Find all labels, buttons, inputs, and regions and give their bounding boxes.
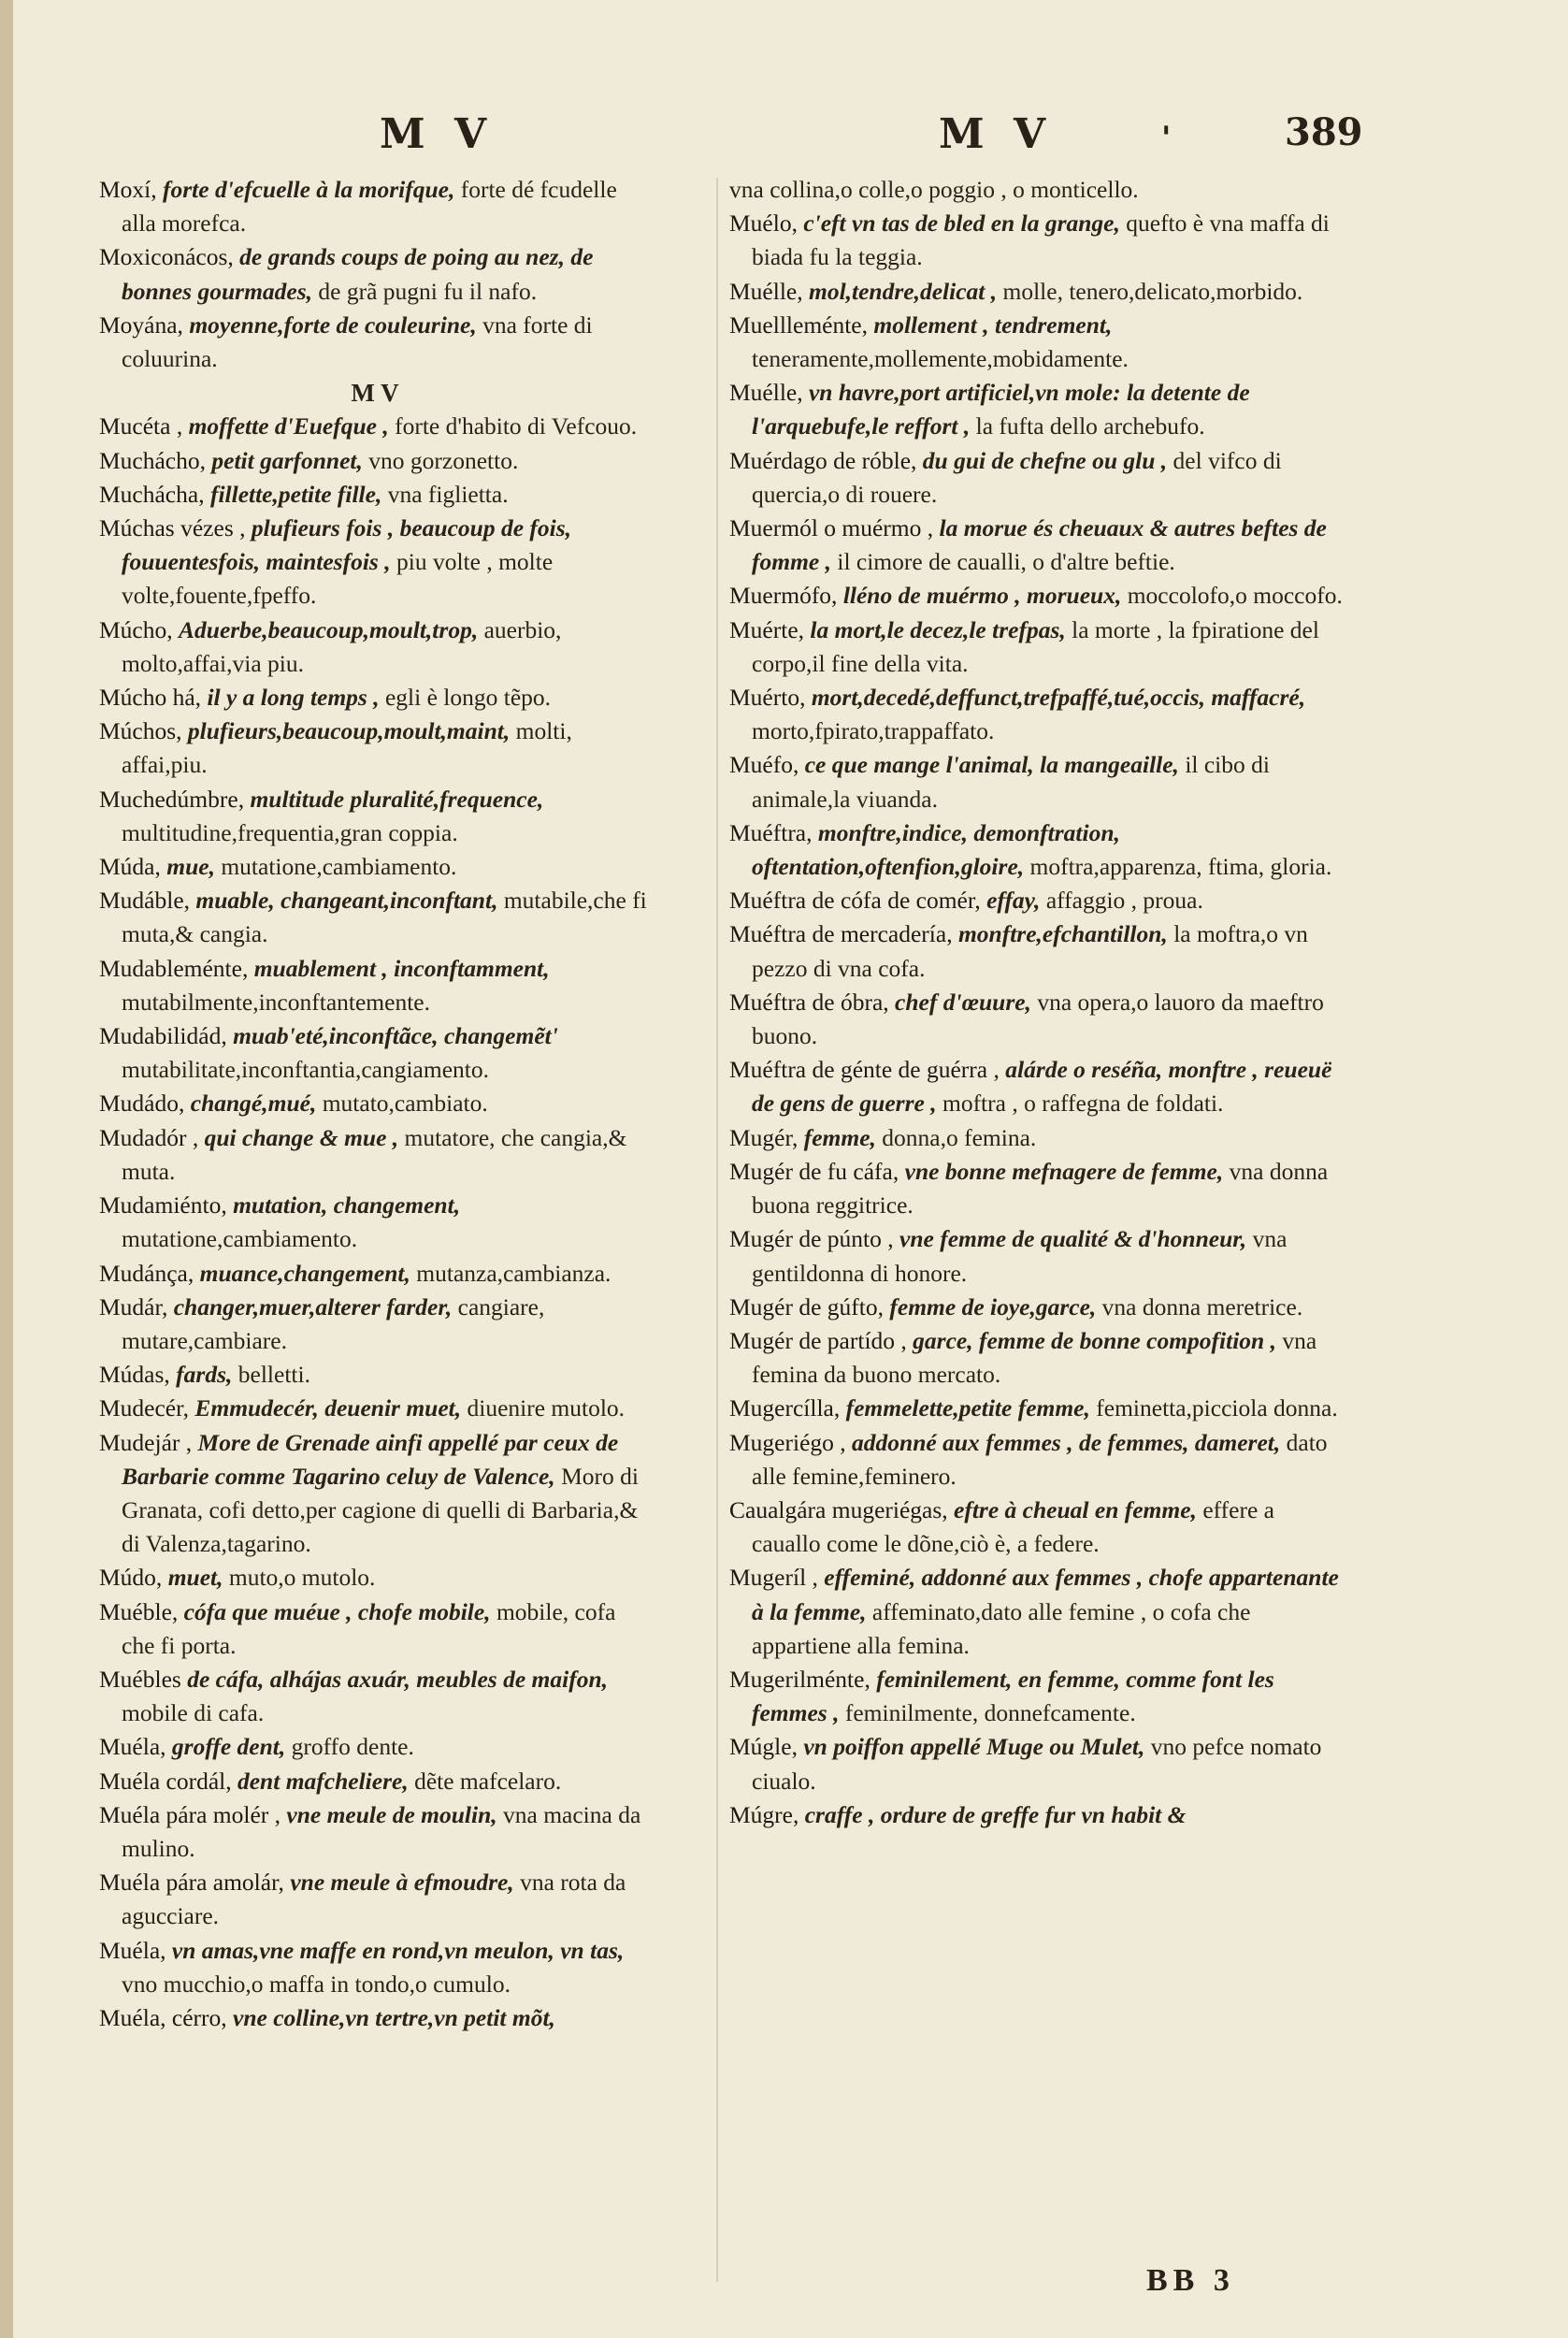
entry-french: changer,muer,alterer farder,: [173, 1292, 453, 1321]
entry-french: vne femme de qualité & d'honneur,: [899, 1225, 1247, 1253]
entry-headword: Moxiconácos,: [99, 243, 234, 271]
entry-headword: Muélo,: [729, 209, 798, 238]
entry-french: la morue és cheuaux & autres beftes de fomme ,: [752, 514, 1327, 576]
entry-french: dent mafcheliere,: [237, 1767, 409, 1795]
entry-french: mue,: [166, 853, 215, 881]
entry-italian: il cibo di animale,la viuanda.: [752, 751, 1270, 813]
entry-french: la mort,le decez,le trefpas,: [810, 615, 1066, 643]
dictionary-entry: [99, 173, 651, 240]
dictionary-entry: [729, 1561, 1346, 1663]
entry-italian: vna opera,o lauoro da maeftro buono.: [752, 988, 1324, 1050]
entry-headword: Mudecér,: [99, 1394, 189, 1422]
dictionary-entry: [99, 1257, 651, 1291]
entry-headword: Múdas,: [99, 1361, 170, 1389]
dictionary-entry: [99, 1595, 651, 1663]
entry-french: vn amas,vne maffe en rond,vn meulon, vn tas,: [171, 1936, 625, 1964]
entry-italian: affaggio , proua.: [1045, 887, 1203, 915]
entry-italian: vna macina da mulino.: [122, 1800, 641, 1862]
dictionary-entry: [99, 1392, 651, 1425]
entry-french: muable, changeant,inconftant,: [195, 887, 498, 915]
entry-italian: la moftra,o vn pezzo di vna cofa.: [752, 920, 1308, 982]
entry-french: effay,: [986, 887, 1041, 915]
entry-italian: moccolofo,o moccofo.: [1127, 582, 1343, 610]
entry-french: mollement , tendrement,: [873, 310, 1113, 339]
entry-french: muab'eté,inconftãce, changemẽt': [233, 1022, 558, 1050]
entry-french: multitude pluralité,frequence,: [250, 785, 544, 813]
entry-french: fards,: [176, 1361, 233, 1389]
column-divider: [716, 178, 718, 2282]
entry-italian: egli è longo tẽpo.: [384, 684, 552, 712]
entry-french: vne meule de moulin,: [286, 1800, 497, 1828]
entry-headword: Muermól o muérmo ,: [729, 514, 934, 542]
entry-italian: cangiare, mutare,cambiare.: [122, 1292, 545, 1354]
entry-italian: feminilmente, donnefcamente.: [844, 1699, 1136, 1727]
dictionary-entry: [729, 816, 1346, 884]
entry-headword: Muérdago de róble,: [729, 446, 917, 474]
entry-headword: Muélle,: [729, 379, 803, 407]
dictionary-entry: [99, 783, 651, 850]
entry-french: changé,mué,: [190, 1090, 317, 1118]
dictionary-entry: [99, 1730, 651, 1764]
dictionary-entry: [729, 748, 1346, 815]
entry-french: vne meule à efmoudre,: [290, 1869, 514, 1897]
entry-headword: Muéble,: [99, 1597, 179, 1625]
dictionary-entry: [729, 613, 1346, 681]
dictionary-entry: [99, 1426, 651, 1562]
dictionary-entry: [99, 1189, 651, 1256]
entry-headword: Mugeriégo ,: [729, 1428, 846, 1456]
entry-italian: vna figlietta.: [387, 480, 509, 508]
entry-italian: mutanza,cambianza.: [416, 1259, 611, 1287]
entry-headword: Mudabilidád,: [99, 1022, 227, 1050]
entry-headword: Mudadór ,: [99, 1123, 199, 1151]
entry-italian: vna femina da buono mercato.: [752, 1326, 1317, 1389]
entry-french: eftre à cheual en femme,: [954, 1495, 1197, 1523]
entry-headword: Mudamiénto,: [99, 1191, 227, 1220]
entry-headword: Muéftra,: [729, 818, 813, 846]
dictionary-entry: [99, 478, 651, 512]
dictionary-entry: [99, 1798, 651, 1866]
entry-italian: donna,o femina.: [882, 1123, 1037, 1151]
entry-italian: mutabilitate,inconftantia,cangiamento.: [122, 1056, 489, 1084]
dictionary-entry: [99, 1087, 651, 1120]
entry-headword: Mugeríl ,: [729, 1564, 818, 1592]
entry-italian: mutabile,che fi muta,& cangia.: [122, 887, 647, 948]
entry-french: plufieurs,beaucoup,moult,maint,: [187, 717, 511, 745]
entry-italian: la fufta dello archebufo.: [975, 412, 1205, 440]
dictionary-entry: [729, 1392, 1346, 1425]
entry-french: vn poiffon appellé Muge ou Mulet,: [803, 1733, 1145, 1761]
entry-headword: Mudánça,: [99, 1259, 194, 1287]
dictionary-entry: [99, 1561, 651, 1595]
entry-french: addonné aux femmes , de femmes, dameret,: [852, 1428, 1281, 1456]
entry-headword: Muélle,: [729, 277, 803, 305]
dictionary-entry: [99, 1765, 651, 1798]
dictionary-entry: [729, 444, 1346, 512]
entry-headword: Múchas vézes ,: [99, 514, 246, 542]
dictionary-entry: [99, 613, 651, 681]
entry-italian: dato alle femine,feminero.: [752, 1428, 1328, 1490]
entry-headword: Múgle,: [729, 1733, 798, 1761]
entry-italian: quefto è vna maffa di biada fu la teggia.: [752, 209, 1330, 271]
dictionary-entry: [99, 240, 651, 308]
entry-italian: multitudine,frequentia,gran coppia.: [122, 818, 458, 846]
entry-italian: molti, affai,piu.: [122, 717, 572, 779]
left-column: [99, 173, 651, 2035]
entry-italian: feminetta,picciola donna.: [1096, 1394, 1338, 1422]
entry-french: mort,decedé,deffunct,trefpaffé,tué,occis, maffacré,: [811, 684, 1306, 712]
dictionary-entry: [99, 884, 651, 951]
entry-french: moyenne,forte de couleurine,: [189, 310, 477, 339]
entry-headword: Múcho há,: [99, 684, 202, 712]
entry-headword: Muchácho,: [99, 446, 207, 474]
entry-headword: Múchos,: [99, 717, 182, 745]
entry-french: femme de ioye,garce,: [889, 1292, 1097, 1321]
dictionary-entry: [729, 579, 1346, 613]
left-running-head: M V: [380, 110, 495, 158]
entry-italian: diuenire mutolo.: [467, 1394, 626, 1422]
entry-italian: molle, tenero,delicato,morbido.: [1002, 277, 1303, 305]
entry-french: vn havre,port artificiel,vn mole: la detente de l'arquebufe,le reffort ,: [752, 379, 1250, 440]
entry-french: plufieurs fois , beaucoup de fois, fouuentesfois, maintesfois ,: [122, 514, 572, 576]
entry-headword: Muéftra de óbra,: [729, 988, 889, 1016]
entry-french: femmelette,petite femme,: [845, 1394, 1090, 1422]
entry-headword: Muéla cordál,: [99, 1767, 232, 1795]
entry-french: femme,: [803, 1123, 876, 1151]
right-column: [729, 173, 1346, 1832]
entry-french: monftre,efchantillon,: [957, 920, 1168, 948]
entry-italian: affeminato,dato alle femine , o cofa che appartiene alla femina.: [752, 1597, 1251, 1659]
entry-italian: mobile di cafa.: [122, 1699, 265, 1727]
entry-italian: forte dé fcudelle alla morefca.: [122, 176, 617, 238]
entry-italian: de grã pugni fu il nafo.: [318, 277, 538, 305]
entry-french: alárde o reséña, monftre , reueuë de gens de guerre ,: [752, 1056, 1332, 1118]
entry-headword: Muermófo,: [729, 582, 838, 610]
dictionary-entry: [729, 376, 1346, 443]
entry-french: mutation, changement,: [233, 1191, 461, 1220]
dictionary-entry: [99, 444, 651, 478]
dictionary-entry: [99, 1866, 651, 1933]
entry-italian: moftra,apparenza, ftima, gloria.: [1029, 853, 1332, 881]
entry-italian: mutato,cambiato.: [322, 1090, 488, 1118]
dictionary-entry: [99, 410, 651, 443]
entry-italian: vna rota da agucciare.: [122, 1869, 626, 1930]
entry-french: craffe , ordure de greffe fur vn habit &: [804, 1800, 1187, 1828]
entry-italian: vno pefce nomato ciualo.: [752, 1733, 1322, 1795]
dictionary-entry: [99, 1019, 651, 1087]
entry-headword: Muéla,: [99, 1936, 166, 1964]
entry-italian: mutabilmente,inconftantemente.: [122, 988, 430, 1016]
entry-italian: morto,fpirato,trappaffato.: [752, 717, 995, 745]
signature-mark: BB 3: [1146, 2263, 1235, 2298]
dictionary-entry: [729, 1798, 1346, 1832]
dictionary-entry: [729, 1663, 1346, 1730]
entry-french: effeminé, addonné aux femmes , chofe appartenante à la femme,: [752, 1564, 1339, 1625]
dictionary-entry: [729, 1730, 1346, 1797]
entry-headword: Múda,: [99, 853, 161, 881]
dictionary-page: [13, 0, 1568, 2338]
dictionary-entry: [99, 681, 651, 714]
entry-italian: mutatione,cambiamento.: [122, 1225, 358, 1253]
entry-headword: Muéftra de mercadería,: [729, 920, 953, 948]
entry-italian: la morte , la fpiratione del corpo,il fine della vita.: [752, 615, 1319, 677]
entry-french: lléno de muérmo , morueux,: [842, 582, 1122, 610]
entry-italian: vno gorzonetto.: [368, 446, 519, 474]
entry-italian: vna gentildonna di honore.: [752, 1225, 1287, 1287]
dictionary-entry: [99, 1358, 651, 1392]
dictionary-entry: [99, 512, 651, 613]
entry-italian: mutatione,cambiamento.: [221, 853, 457, 881]
entry-headword: Muéfo,: [729, 751, 799, 779]
entry-headword: Muébles: [99, 1665, 181, 1693]
entry-headword: Caualgára mugeriégas,: [729, 1495, 948, 1523]
page-edge: [0, 0, 13, 2338]
dictionary-entry: [729, 1222, 1346, 1290]
page-number: 389: [1285, 110, 1363, 154]
entry-headword: Muéla pára molér ,: [99, 1800, 281, 1828]
entry-french: More de Grenade ainfi appellé par ceux de Barbarie comme Tagarino celuy de Valence,: [122, 1428, 619, 1490]
entry-french: muet,: [167, 1564, 223, 1592]
entry-headword: Muéftra de génte de guérra ,: [729, 1056, 1000, 1084]
entry-headword: Mugér de púnto ,: [729, 1225, 894, 1253]
dictionary-entry: [729, 986, 1346, 1053]
entry-headword: Muéftra de cófa de comér,: [729, 887, 981, 915]
entry-french: il y a long temps ,: [207, 684, 380, 712]
dictionary-entry: [729, 275, 1346, 309]
dictionary-entry: [99, 714, 651, 782]
entry-headword: Mugér,: [729, 1123, 798, 1151]
entry-headword: Muéla pára amolár,: [99, 1869, 284, 1897]
entry-french: vne bonne mefnagere de femme,: [904, 1157, 1224, 1185]
entry-headword: Muchácha,: [99, 480, 205, 508]
dictionary-entry: [729, 1426, 1346, 1494]
entry-italian: il cimore de caualli, o d'altre beftie.: [837, 548, 1175, 576]
dictionary-entry: [99, 2001, 651, 2035]
entry-italian: Moro di Granata, cofi detto,per cagione di quelli di Barbaria,& di Valenza,tagarino.: [122, 1462, 639, 1558]
entry-french: petit garfonnet,: [211, 446, 363, 474]
dictionary-entry: [729, 1324, 1346, 1392]
dictionary-entry: [729, 1291, 1346, 1324]
entry-headword: Mugerilménte,: [729, 1665, 870, 1693]
entry-headword: Muéla,: [99, 1733, 166, 1761]
section-heading: M V: [351, 379, 399, 408]
dictionary-entry: [99, 1121, 651, 1189]
entry-french: vne colline,vn tertre,vn petit mõt,: [233, 2003, 555, 2031]
header-mark: ': [1161, 120, 1179, 157]
dictionary-entry: [729, 681, 1346, 748]
entry-french: feminilement, en femme, comme font les femmes ,: [752, 1665, 1274, 1727]
entry-italian: vno mucchio,o maffa in tondo,o cumulo.: [122, 1970, 511, 1998]
entry-italian: vna donna meretrice.: [1101, 1292, 1303, 1321]
dictionary-entry: [729, 207, 1346, 274]
entry-french: ce que mange l'animal, la mangeaille,: [804, 751, 1179, 779]
entry-italian: piu volte , molte volte,fouente,fpeffo.: [122, 548, 554, 610]
entry-headword: Mugér de partído ,: [729, 1326, 907, 1354]
entry-french: mol,tendre,delicat ,: [808, 277, 998, 305]
entry-headword: Mugercílla,: [729, 1394, 841, 1422]
entry-italian: effere a cauallo come le dõne,ciò è, a federe.: [752, 1495, 1274, 1558]
entry-headword: Moyána,: [99, 310, 183, 339]
entry-headword: Múdo,: [99, 1564, 163, 1592]
entry-headword: Mugér de fu cáfa,: [729, 1157, 899, 1185]
entry-italian: vna collina,o colle,o poggio , o monticello.: [729, 176, 1139, 203]
entry-italian: mutatore, che cangia,& muta.: [122, 1123, 627, 1185]
entry-french: moffette d'Euefque ,: [188, 412, 389, 440]
entry-french: du gui de chefne ou glu ,: [922, 446, 1168, 474]
entry-headword: Mudádo,: [99, 1090, 185, 1118]
entry-headword: Mudejár ,: [99, 1428, 193, 1456]
entry-french: groffe dent,: [171, 1733, 286, 1761]
entry-italian: vna forte di coluurina.: [122, 310, 593, 373]
entry-italian: forte d'habito di Vefcouo.: [395, 412, 638, 440]
dictionary-entry: [99, 1291, 651, 1358]
entry-headword: Múgre,: [729, 1800, 799, 1828]
dictionary-entry: [729, 309, 1346, 376]
entry-french: de cáfa, alhájas axuár, meubles de maifon,: [187, 1665, 609, 1693]
entry-french: monftre,indice, demonftration, oftentation,oftenfion,gloire,: [752, 818, 1120, 881]
dictionary-entry: [729, 1155, 1346, 1222]
dictionary-entry: [729, 1053, 1346, 1120]
entry-french: forte d'efcuelle à la morifque,: [163, 176, 455, 203]
entry-french: c'eft vn tas de bled en la grange,: [803, 209, 1120, 238]
dictionary-entry: [729, 173, 1346, 207]
entry-french: Emmudecér, deuenir muet,: [194, 1394, 462, 1422]
dictionary-entry: [729, 512, 1346, 579]
entry-italian: del vifco di quercia,o di rouere.: [752, 446, 1282, 508]
entry-french: qui change & mue ,: [204, 1123, 399, 1151]
dictionary-entry: [729, 1494, 1346, 1561]
dictionary-entry: [99, 309, 651, 376]
dictionary-entry: [99, 1663, 651, 1730]
entry-italian: mobile, cofa che fi porta.: [122, 1597, 616, 1659]
dictionary-entry: [99, 1934, 651, 2001]
entry-headword: Muérte,: [729, 615, 805, 643]
entry-french: garce, femme de bonne compofition ,: [913, 1326, 1276, 1354]
entry-italian: vna donna buona reggitrice.: [752, 1157, 1329, 1220]
entry-headword: Moxí,: [99, 176, 157, 203]
entry-french: Aduerbe,beaucoup,moult,trop,: [179, 615, 479, 643]
entry-headword: Mudableménte,: [99, 954, 249, 982]
entry-headword: Muéla, cérro,: [99, 2003, 227, 2031]
entry-french: fillette,petite fille,: [209, 480, 382, 508]
entry-headword: Mucéta ,: [99, 412, 183, 440]
dictionary-entry: [729, 917, 1346, 985]
entry-italian: belletti.: [237, 1361, 310, 1389]
dictionary-entry: [729, 1121, 1346, 1155]
entry-headword: Mudáble,: [99, 887, 191, 915]
dictionary-entry: [99, 850, 651, 884]
entry-french: cófa que muéue , chofe mobile,: [183, 1597, 491, 1625]
right-running-head: M V: [939, 110, 1054, 158]
entry-headword: Mugér de gúfto,: [729, 1292, 885, 1321]
entry-headword: Muérto,: [729, 684, 806, 712]
entry-french: muance,changement,: [199, 1259, 410, 1287]
dictionary-entry: [729, 884, 1346, 917]
entry-french: muablement , inconftamment,: [253, 954, 550, 982]
entry-french: de grands coups de poing au nez, de bonnes gourmades,: [122, 243, 594, 305]
entry-headword: Mudár,: [99, 1292, 168, 1321]
entry-italian: teneramente,mollemente,mobidamente.: [752, 345, 1129, 373]
entry-italian: auerbio, molto,affai,via piu.: [122, 615, 562, 677]
entry-italian: moftra , o raffegna de foldati.: [942, 1090, 1224, 1118]
entry-italian: groffo dente.: [291, 1733, 414, 1761]
entry-italian: dẽte mafcelaro.: [414, 1767, 562, 1795]
entry-french: chef d'œuure,: [895, 988, 1031, 1016]
entry-headword: Muellleménte,: [729, 310, 868, 339]
entry-headword: Múcho,: [99, 615, 173, 643]
dictionary-entry: [99, 952, 651, 1019]
entry-italian: muto,o mutolo.: [228, 1564, 376, 1592]
entry-headword: Muchedúmbre,: [99, 785, 245, 813]
